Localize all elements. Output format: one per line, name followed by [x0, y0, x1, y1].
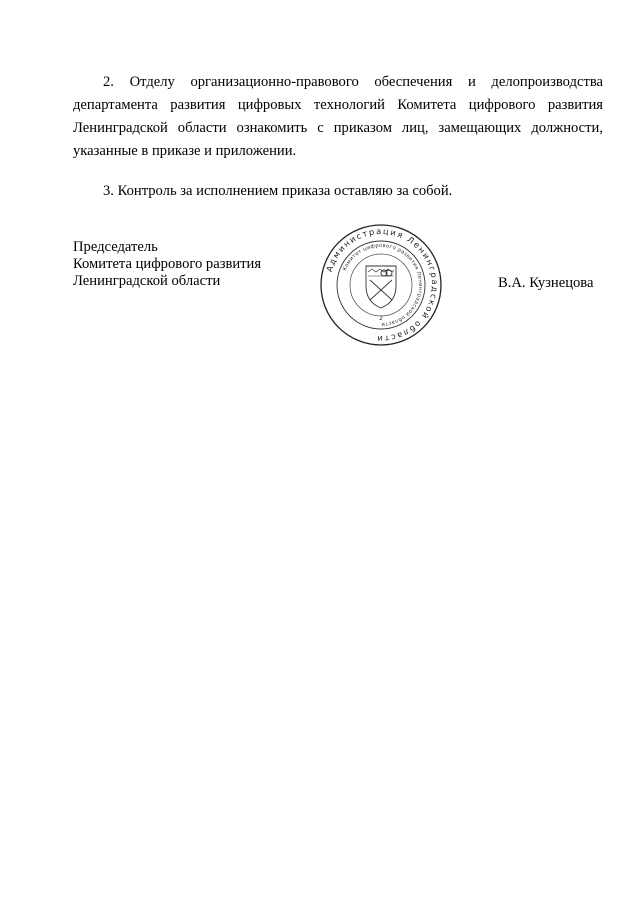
paragraph-3 [73, 180, 603, 203]
position-line-3: Ленинградской области [73, 273, 221, 289]
paragraph-2-line-2: департамента развития цифровых технологий Комитета цифрового развития [73, 97, 603, 113]
paragraph-3-text: 3. Контроль за исполнением приказа оставляю за собой. [103, 183, 453, 199]
seal-inner-text: Комитет цифрового развития Ленинградской области [341, 242, 424, 328]
position-line-1: Председатель [73, 239, 158, 255]
paragraph-2 [73, 71, 603, 163]
seal-outer-text: Администрация Ленинградской области [323, 225, 441, 345]
signatory-position [73, 239, 261, 290]
paragraph-2-line-1: 2. Отделу организационно-правового обеспечения и делопроизводства [103, 74, 603, 90]
official-seal [318, 222, 444, 348]
paragraph-2-line-4: указанные в приказе и приложении. [73, 143, 297, 159]
seal-number: 2 [379, 315, 383, 322]
coat-of-arms-icon [366, 266, 396, 308]
position-line-2: Комитета цифрового развития [73, 256, 262, 272]
signer-name: В.А. Кузнецова [498, 275, 594, 291]
paragraph-2-line-3: Ленинградской области ознакомить с приказом лиц, замещающих должности, [73, 120, 603, 136]
